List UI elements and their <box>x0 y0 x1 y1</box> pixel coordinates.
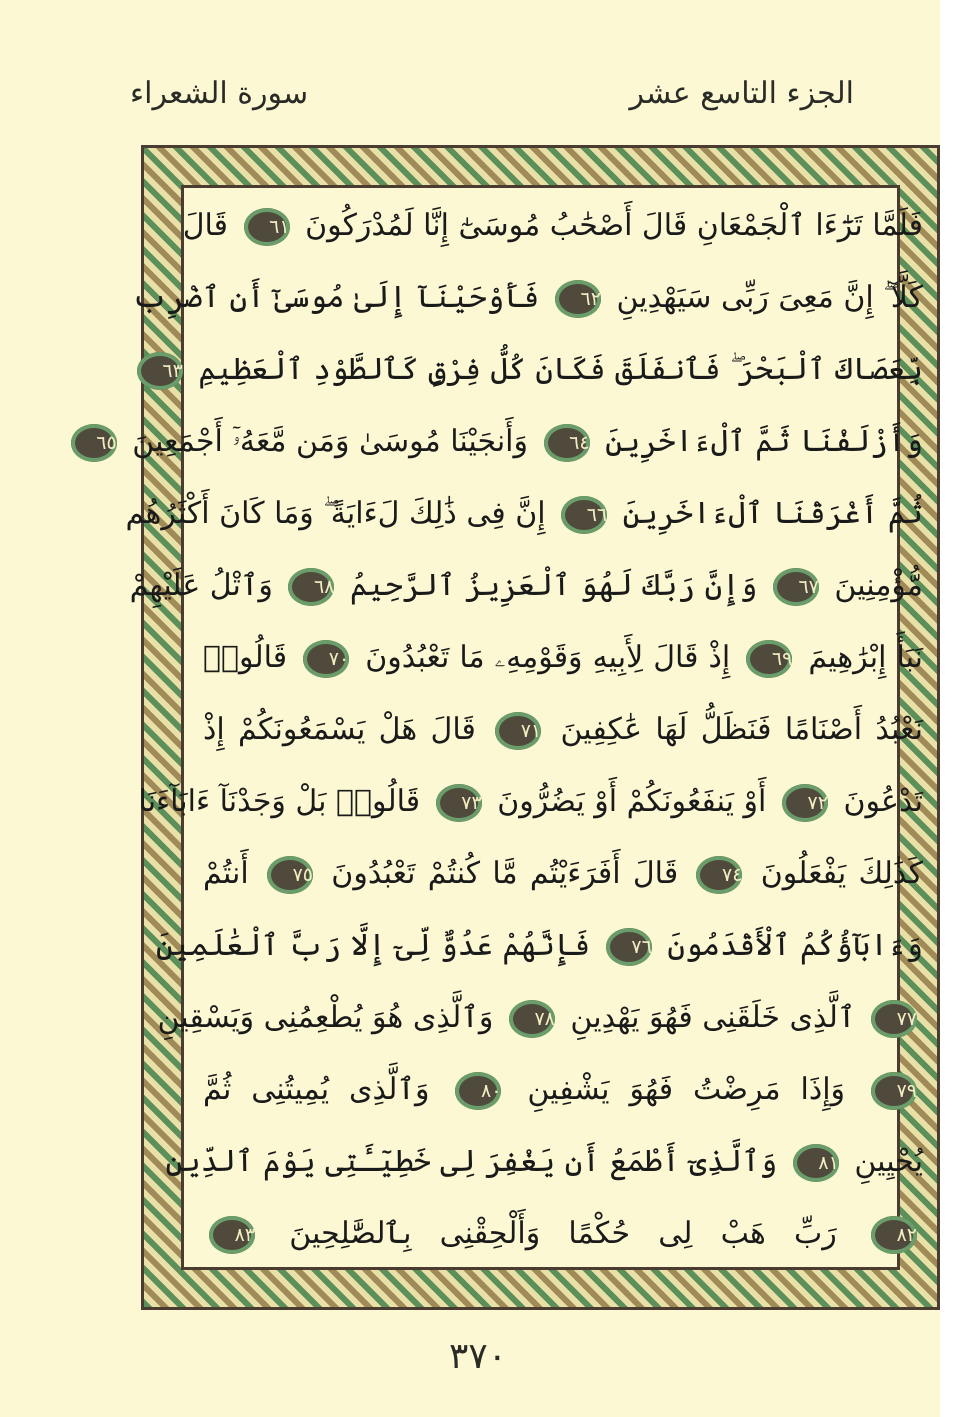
verse-text: بِّعَصَاكَ ٱلْبَحْرَ ۖ فَٱنفَلَقَ فَكَانَ كُلُّ فِرْقٍ كَٱلطَّوْدِ ٱلْعَظِيمِ <box>198 352 923 387</box>
verse-text: وَٱلَّذِى يُمِيتُنِى ثُمَّ <box>203 1072 430 1107</box>
ayah-marker: ٧١ <box>495 712 541 750</box>
ayah-marker: ٦٥ <box>71 424 117 462</box>
ayah-marker: ٦٨ <box>288 568 334 606</box>
verse-text: وَأَنجَيْنَا مُوسَىٰ وَمَن مَّعَهُۥٓ أَجْمَعِينَ <box>132 424 528 459</box>
ayah-marker: ٧٣ <box>436 784 482 822</box>
verse-text: قَالَ أَفَرَءَيْتُم مَّا كُنتُمْ تَعْبُدُونَ <box>331 856 679 891</box>
verse-text: ٱلَّذِى خَلَقَنِى فَهُوَ يَهْدِينِ <box>570 1000 856 1035</box>
ayah-marker: ٨١ <box>793 1144 839 1182</box>
text-line-2 <box>132 262 923 334</box>
ayah-marker: ٦٦ <box>561 496 607 534</box>
text-line-8 <box>203 694 923 766</box>
verse-text: إِذْ قَالَ لِأَبِيهِ وَقَوْمِهِۦ مَا تَعْبُدُونَ <box>365 640 731 675</box>
verse-text: مُّؤْمِنِينَ <box>834 568 923 603</box>
verse-text: كَلَّآ ۖ إِنَّ مَعِىَ رَبِّى سَيَهْدِينِ <box>616 280 923 315</box>
ayah-marker: ٧٦ <box>606 928 652 966</box>
verse-text: وَإِذَا مَرِضْتُ فَهُوَ يَشْفِينِ <box>527 1072 846 1107</box>
text-line-14 <box>165 1126 923 1198</box>
verse-text: نَعْبُدُ أَصْنَامًا فَنَظَلُّ لَهَا عَٰكِفِينَ <box>560 712 923 747</box>
ayah-marker: ٦٧ <box>773 568 819 606</box>
quran-text-block <box>96 190 923 1270</box>
text-line-15 <box>203 1198 923 1270</box>
surah-header: سورة الشعراء <box>130 76 309 111</box>
verse-text: أَوْ يَنفَعُونَكُمْ أَوْ يَضُرُّونَ <box>497 784 767 819</box>
ayah-marker: ٦٩ <box>746 640 792 678</box>
verse-text: فَإِنَّهُمْ عَدُوٌّ لِّىٓ إِلَّا رَبَّ ٱلْعَٰلَمِينَ <box>155 928 591 963</box>
page-number: ٣٧٠ <box>448 1336 507 1377</box>
verse-text: تَدْعُونَ <box>843 784 923 819</box>
juz-header: الجزء التاسع عشر <box>629 76 854 111</box>
ayah-marker: ٧٠ <box>303 640 349 678</box>
ayah-marker: ٧٤ <box>696 856 742 894</box>
verse-text: وَأَزْلَفْنَا ثَمَّ ٱلْءَاخَرِينَ <box>605 424 923 459</box>
verse-text: قَالَ هَلْ يَسْمَعُونَكُمْ إِذْ <box>203 712 476 747</box>
ayah-marker: ٧٩ <box>871 1072 917 1110</box>
ayah-marker: ٧٢ <box>782 784 828 822</box>
ayah-marker: ٦٣ <box>137 352 183 390</box>
verse-text: وَٱلَّذِىٓ أَطْمَعُ أَن يَغْفِرَ لِى خَطِيٓـَٔتِى يَوْمَ ٱلدِّينِ <box>165 1144 778 1179</box>
ayah-marker: ٨٣ <box>209 1216 255 1254</box>
verse-text: نَبَأَ إِبْرَٰهِيمَ <box>808 640 923 675</box>
ayah-marker: ٦٢ <box>555 280 601 318</box>
verse-text: قَالَ <box>182 208 228 243</box>
text-line-9 <box>138 766 923 838</box>
verse-text: رَبِّ هَبْ لِى حُكْمًا وَأَلْحِقْنِى بِٱلصَّٰلِحِينَ <box>289 1216 837 1251</box>
text-line-5 <box>125 478 923 550</box>
ayah-marker: ٨٢ <box>871 1216 917 1254</box>
ayah-marker: ٨٠ <box>455 1072 501 1110</box>
ayah-marker: ٧٧ <box>871 1000 917 1038</box>
ayah-marker: ٧٨ <box>509 1000 555 1038</box>
text-line-7 <box>203 622 923 694</box>
text-line-11 <box>155 910 923 982</box>
text-line-3 <box>162 334 923 406</box>
ayah-marker: ٦٤ <box>544 424 590 462</box>
text-line-6 <box>129 550 923 622</box>
text-line-1 <box>182 190 923 262</box>
text-line-12 <box>157 982 923 1054</box>
verse-text: فَلَمَّا تَرَٰٓءَا ٱلْجَمْعَانِ قَالَ أَصْحَٰبُ مُوسَىٰٓ إِنَّا لَمُدْرَكُونَ <box>305 208 923 243</box>
ayah-marker: ٦١ <box>244 208 290 246</box>
verse-text: إِنَّ فِى ذَٰلِكَ لَءَايَةً ۖ وَمَا كَانَ أَكْثَرُهُم <box>125 496 546 531</box>
verse-text: يُحْيِينِ <box>854 1144 923 1179</box>
ayah-marker: ٧٥ <box>267 856 313 894</box>
verse-text: وَٱتْلُ عَلَيْهِمْ <box>129 568 273 603</box>
verse-text: أَنتُمْ <box>203 856 249 891</box>
text-line-4 <box>96 406 923 478</box>
verse-text: كَذَٰلِكَ يَفْعَلُونَ <box>760 856 923 891</box>
verse-text: وَءَابَآؤُكُمُ ٱلْأَقْدَمُونَ <box>667 928 923 963</box>
verse-text: فَأَوْحَيْنَآ إِلَىٰ مُوسَىٰٓ أَنِ ٱضْرِب <box>132 280 540 315</box>
text-line-13 <box>203 1054 923 1126</box>
verse-text: قَالُوا۟ بَلْ وَجَدْنَآ ءَابَآءَنَا <box>138 784 421 819</box>
verse-text: قَالُوا۟ <box>203 640 288 675</box>
verse-text: وَٱلَّذِى هُوَ يُطْعِمُنِى وَيَسْقِينِ <box>157 1000 494 1035</box>
text-line-10 <box>203 838 923 910</box>
verse-text: ثُمَّ أَغْرَقْنَا ٱلْءَاخَرِينَ <box>622 496 923 531</box>
verse-text: وَإِنَّ رَبَّكَ لَهُوَ ٱلْعَزِيزُ ٱلرَّحِيمُ <box>350 568 758 603</box>
